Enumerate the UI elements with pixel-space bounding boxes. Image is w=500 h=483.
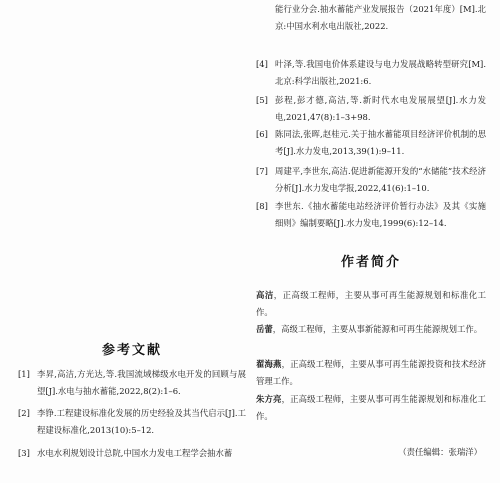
reference-text: 陈同法,张晖,赵桂元.关于抽水蓄能项目经济评价机制的思考[J].水力发电,2013,39(1):9–11. xyxy=(275,129,486,156)
reference-number: [8] xyxy=(256,201,268,211)
reference-text: 李世东.《抽水蓄能电站经济评价暂行办法》及其《实施细则》编制要略[J].水力发电,1999(6):12–14. xyxy=(275,201,486,228)
reference-continuation xyxy=(256,1,486,35)
reference-item xyxy=(256,163,486,197)
author-bio xyxy=(256,321,486,338)
reference-item xyxy=(18,405,246,439)
reference-text: 能行业分会.抽水蓄能产业发展报告（2021年度）[M].北京:中国水利水电出版社,2022. xyxy=(275,4,486,31)
editor-note: （责任编辑：张瑞洋） xyxy=(398,447,482,457)
author-name: 翟海燕 xyxy=(256,359,282,369)
left-column xyxy=(18,0,246,483)
author-bio xyxy=(256,356,486,390)
author-description: ，高级工程师，主要从事新能源和可再生能源规划工作。 xyxy=(272,324,483,334)
reference-text: 彭程,彭才德,高洁,等.新时代水电发展展望[J].水力发电,2021,47(8):1–3+98. xyxy=(275,95,486,122)
reference-number: [7] xyxy=(256,166,268,176)
references-heading: 参考文献 xyxy=(101,343,162,358)
reference-text: 李铮.工程建设标准化发展的历史经验及其当代启示[J].工程建设标准化,2013(10):5–12. xyxy=(37,408,246,435)
reference-number: [1] xyxy=(18,369,30,379)
author-name: 朱方亮 xyxy=(256,394,282,404)
reference-item xyxy=(256,56,486,90)
reference-item xyxy=(256,92,486,126)
reference-number: [3] xyxy=(18,448,30,458)
reference-item xyxy=(256,198,486,232)
author-bio xyxy=(256,287,486,321)
reference-number: [2] xyxy=(18,408,30,418)
reference-text: 李昇,高洁,方光达,等.我国流域梯级水电开发的回顾与展望[J].水电与抽水蓄能,2022,8(2):1–6. xyxy=(37,369,246,396)
author-name: 岳蕾 xyxy=(256,324,273,334)
reference-item xyxy=(18,366,246,400)
reference-item xyxy=(256,126,486,160)
reference-item xyxy=(18,445,246,462)
reference-text: 叶泽,等.我国电价体系建设与电力发展战略转型研究[M].北京:科学出版社,2021:6. xyxy=(275,59,486,86)
reference-text: 水电水利规划设计总院,中国水力发电工程学会抽水蓄 xyxy=(37,448,233,458)
author-description: ，正高级工程师，主要从事可再生能源规划和标准化工作。 xyxy=(256,290,487,317)
right-column xyxy=(256,0,486,483)
author-name: 高洁 xyxy=(256,290,274,300)
author-description: ，正高级工程师，主要从事可再生能源规划和标准化工作。 xyxy=(256,394,487,421)
reference-number: [5] xyxy=(256,95,268,105)
reference-number: [4] xyxy=(256,59,268,69)
reference-number: [6] xyxy=(256,129,268,139)
author-bio xyxy=(256,391,486,425)
reference-text: 周建平,李世东,高洁.促进新能源开发的“水储能”技术经济分析[J].水力发电学报,2022,41(6):1–10. xyxy=(275,166,486,193)
author-description: ，正高级工程师，主要从事可再生能源投资和技术经济管理工作。 xyxy=(256,359,487,386)
author-bio-heading: 作者简介 xyxy=(340,255,401,270)
